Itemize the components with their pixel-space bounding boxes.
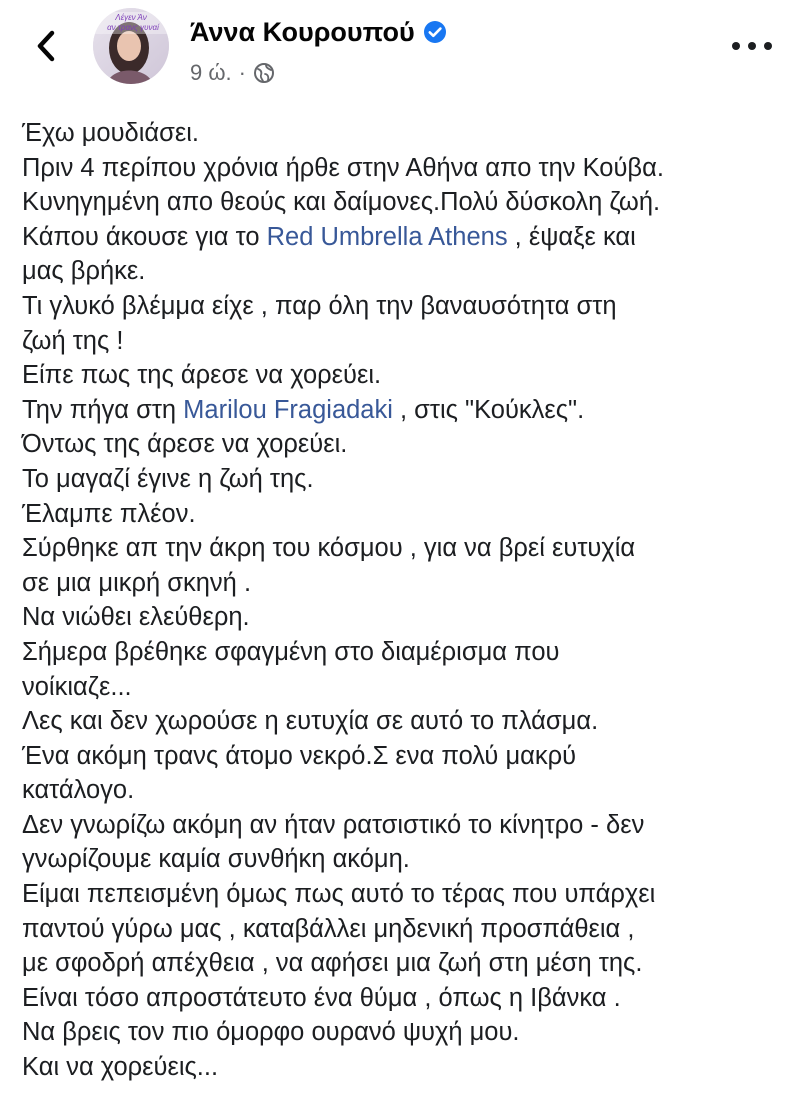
post-text: Να βρεις τον πιο όμορφο ουρανό ψυχή μου. bbox=[22, 1018, 520, 1047]
post-line bbox=[22, 566, 792, 601]
post-text: Κάπου άκουσε για το bbox=[22, 222, 267, 251]
post-line bbox=[22, 739, 792, 774]
post-meta bbox=[190, 58, 275, 88]
post-text: Είναι τόσο απροστάτευτο ένα θύμα , όπως η Ιβάνκα . bbox=[22, 983, 621, 1012]
globe-icon[interactable] bbox=[253, 62, 275, 84]
post-line bbox=[22, 427, 792, 462]
post-text: Σύρθηκε απ την άκρη του κόσμου , για να βρεί ευτυχία bbox=[22, 534, 636, 563]
avatar-image bbox=[93, 8, 169, 84]
post-line bbox=[22, 842, 792, 877]
post-line bbox=[22, 1015, 792, 1050]
more-dot bbox=[764, 42, 772, 50]
more-options-button[interactable] bbox=[732, 36, 772, 56]
post-mention-link[interactable]: Marilou Fragiadaki bbox=[183, 395, 393, 424]
post-text: Δεν γνωρίζω ακόμη αν ήταν ρατσιστικό το κίνητρο - δεν bbox=[22, 810, 645, 839]
post-text: με σφοδρή απέχθεια , να αφήσει μια ζωή στη μέση της. bbox=[22, 949, 643, 978]
post-line bbox=[22, 462, 792, 497]
more-dot bbox=[748, 42, 756, 50]
post-text: Σήμερα βρέθηκε σφαγμένη στο διαμέρισμα που bbox=[22, 637, 560, 666]
post-text: ζωή της ! bbox=[22, 326, 124, 355]
post-line bbox=[22, 670, 792, 705]
post-text: παντού γύρω μας , καταβάλλει μηδενική προσπάθεια , bbox=[22, 914, 635, 943]
post-line bbox=[22, 531, 792, 566]
meta-separator: · bbox=[238, 60, 246, 85]
post-text: Έλαμπε πλέον. bbox=[22, 499, 196, 528]
avatar-caption-1: Λέγεν Άν bbox=[115, 13, 147, 22]
avatar[interactable] bbox=[93, 8, 169, 84]
post-text: Τι γλυκό βλέμμα είχε , παρ όλη την βαναυσότητα στη bbox=[22, 291, 617, 320]
post-line bbox=[22, 220, 792, 255]
post-text: Είπε πως της άρεσε να χορεύει. bbox=[22, 361, 382, 390]
post-text: Πριν 4 περίπου χρόνια ήρθε στην Αθήνα απο την Κούβα. bbox=[22, 153, 664, 182]
post-line bbox=[22, 358, 792, 393]
post-timestamp[interactable]: 9 ώ. bbox=[190, 60, 232, 85]
post-text: Ένα ακόμη τρανς άτομο νεκρό.Σ ενα πολύ μακρύ bbox=[22, 741, 577, 770]
post-text: Λες και δεν χωρούσε η ευτυχία σε αυτό το πλάσμα. bbox=[22, 707, 599, 736]
post-text: Το μαγαζί έγινε η ζωή της. bbox=[22, 464, 314, 493]
post-text: Είμαι πεπεισμένη όμως πως αυτό το τέρας που υπάρχει bbox=[22, 880, 656, 909]
post-line bbox=[22, 877, 792, 912]
post-line bbox=[22, 704, 792, 739]
post-text: κατάλογο. bbox=[22, 776, 135, 805]
post-text: Κυνηγημένη απο θεούς και δαίμονες.Πολύ δύσκολη ζωή. bbox=[22, 188, 661, 217]
post-line bbox=[22, 981, 792, 1016]
post-text: Όντως της άρεσε να χορεύει. bbox=[22, 430, 348, 459]
post-line bbox=[22, 600, 792, 635]
post-text: γνωρίζουμε καμία συνθήκη ακόμη. bbox=[22, 845, 410, 874]
more-dot bbox=[732, 42, 740, 50]
post-text: , στις "Κούκλες". bbox=[392, 395, 585, 424]
author-name: Άννα Κουρουπού bbox=[190, 17, 415, 47]
verified-badge-icon bbox=[423, 20, 447, 44]
post-mention-link[interactable]: Red Umbrella Athens bbox=[266, 222, 508, 251]
post-line bbox=[22, 116, 792, 151]
post-text: Και να χορεύεις... bbox=[22, 1053, 219, 1082]
post-line bbox=[22, 808, 792, 843]
post-line bbox=[22, 393, 792, 428]
author-name-link[interactable] bbox=[190, 14, 447, 50]
post-text: μας βρήκε. bbox=[22, 257, 146, 286]
post-line bbox=[22, 289, 792, 324]
chevron-left-icon bbox=[35, 29, 57, 63]
post-line bbox=[22, 324, 792, 359]
post-text: Την πήγα στη bbox=[22, 395, 184, 424]
post-line bbox=[22, 151, 792, 186]
post-text: Έχω μουδιάσει. bbox=[22, 119, 199, 147]
back-button[interactable] bbox=[30, 28, 62, 64]
post-text: , έψαξε και bbox=[507, 222, 636, 251]
post-header bbox=[0, 0, 800, 100]
post-line bbox=[22, 254, 792, 289]
post-text: νοίκιαζε... bbox=[22, 672, 132, 701]
post-text: σε μια μικρή σκηνή . bbox=[22, 568, 252, 597]
post-line bbox=[22, 635, 792, 670]
post-line bbox=[22, 1050, 792, 1085]
post-text: Να νιώθει ελεύθερη. bbox=[22, 603, 250, 632]
post-line bbox=[22, 912, 792, 947]
avatar-caption-2: αν τρανς γυναί bbox=[107, 23, 159, 32]
post-line bbox=[22, 946, 792, 981]
post-line bbox=[22, 773, 792, 808]
post-body bbox=[22, 116, 792, 1085]
post-line bbox=[22, 185, 792, 220]
post-line bbox=[22, 497, 792, 532]
